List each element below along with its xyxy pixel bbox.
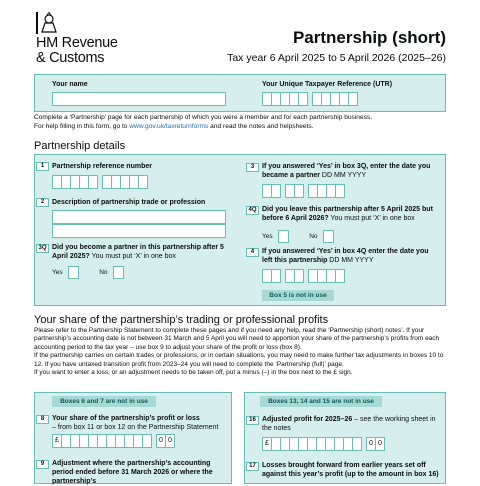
box-17-label: Losses brought forward from earlier years set off against this year’s profit (up to the amount in box 16) <box>262 462 439 478</box>
name-label: Your name <box>52 81 88 88</box>
box-3q-label: Did you become a partner in this partnership after 5 April 2025? You must put ‘X’ in one box <box>52 244 224 260</box>
box-4q-options: Yes No <box>262 230 334 243</box>
box-1-number: 1 <box>36 162 49 171</box>
utr-field[interactable] <box>262 92 357 110</box>
royal-crest-icon <box>36 12 60 34</box>
trade-description-line-2[interactable] <box>52 224 226 238</box>
name-field[interactable] <box>52 92 226 106</box>
box-3-label: If you answered ‘Yes’ in box 3Q, enter the date you became a partner DD MM YYYY <box>262 163 431 179</box>
box-5-not-in-use: Box 5 is not in use <box>262 290 334 301</box>
trade-description-line-1[interactable] <box>52 210 226 224</box>
box-8-number: 8 <box>36 415 49 424</box>
date-left-partnership-field[interactable] <box>262 269 344 287</box>
box-2-label: Description of partnership trade or profession <box>52 199 206 206</box>
boxes-13-15-not-in-use: Boxes 13, 14 and 15 are not in use <box>260 396 382 407</box>
box-16-label: Adjusted profit for 2025–26 – see the working sheet in the notes <box>262 416 436 432</box>
box-4-label: If you answered ‘Yes’ in box 4Q enter the date you left this partnership DD MM YYYY <box>262 248 429 264</box>
form-title: Partnership (short) <box>292 28 446 47</box>
box-3-number: 3 <box>246 163 259 172</box>
box-4-number: 4 <box>246 248 259 257</box>
box-3q-yes-checkbox[interactable] <box>68 266 79 279</box>
box-4q-no-checkbox[interactable] <box>323 230 334 243</box>
adjusted-profit-field[interactable]: £ 0 0 <box>262 437 384 455</box>
box-3q-number: 3Q <box>36 244 49 253</box>
box-4q-label: Did you leave this partnership after 5 April 2025 but before 6 April 2026? You must put ‘X’ in one box <box>262 206 433 222</box>
taxreturnforms-link[interactable]: www.gov.uk/taxreturnforms <box>129 122 209 130</box>
box-9-number: 9 <box>36 460 49 469</box>
box-16-number: 16 <box>246 416 259 425</box>
utr-label: Your Unique Taxpayer Reference (UTR) <box>262 81 393 88</box>
partnership-reference-field[interactable] <box>52 175 147 193</box>
box-4q-number: 4Q <box>246 206 259 215</box>
box-8-label: Your share of the partnership’s profit or loss – from box 11 or box 12 on the Partnership Statement <box>52 415 219 431</box>
profits-heading: Your share of the partnership’s trading or professional profits <box>34 314 329 326</box>
date-became-partner-field[interactable] <box>262 184 344 202</box>
partnership-details-heading: Partnership details <box>34 140 126 152</box>
box-2-number: 2 <box>36 198 49 207</box>
organisation-name: HM Revenue & Customs <box>36 35 118 66</box>
box-9-label: Adjustment where the partnership’s accounting period ended before 31 March 2026 or where the partnership’s <box>52 460 213 485</box>
boxes-6-7-not-in-use: Boxes 6 and 7 are not in use <box>52 396 156 407</box>
box-1-label: Partnership reference number <box>52 163 152 170</box>
intro-text: Complete a ‘Partnership’ page for each partnership of which you were a member and for each partnership business. For help filling in this form, go to www.gov.uk/taxreturnforms and read the notes and helpsheets. <box>34 114 373 130</box>
box-4q-yes-checkbox[interactable] <box>278 230 289 243</box>
box-17-number: 17 <box>246 462 259 471</box>
share-of-profit-field[interactable]: £ 0 0 <box>52 434 174 452</box>
box-3q-no-checkbox[interactable] <box>113 266 124 279</box>
tax-year: Tax year 6 April 2025 to 5 April 2026 (2025–26) <box>227 52 446 64</box>
box-3q-options: Yes No <box>52 266 124 279</box>
profits-instructions: Please refer to the Partnership Statement to complete these pages and if you need any help, read the ‘Partnership (short) notes’. If your partnership’s accounting date is not between 31 March and 5 April you will need to apportion your share of the partnership’s profits from each accounting period to the tax year – use box 9 to adjust your share of the profit or loss (box 8). If the partnership carries on certain trades or professions, or in certain situations, you may need to make further tax adjustments in boxes 10 to 12. If you have untaxed transition profit from 2023–24 you will need to complete the ‘Partnership (full)’ page. If you want to enter a loss, or an adjustment needs to be taken off, put a minus (–) in the box next to the £ sign. <box>34 327 444 377</box>
